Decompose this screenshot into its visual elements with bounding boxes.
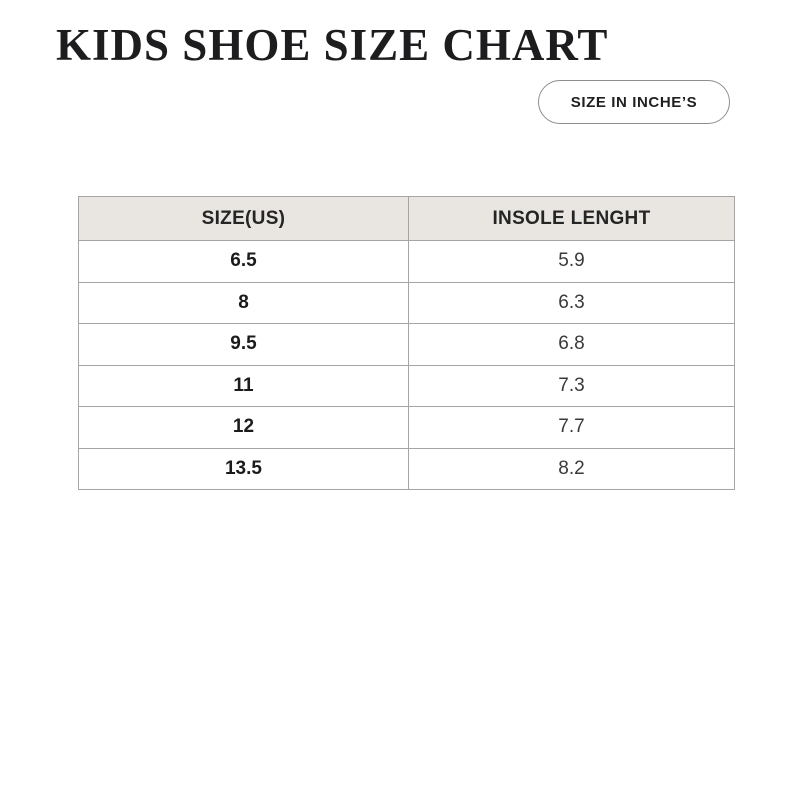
page-title: KIDS SHOE SIZE CHART xyxy=(56,20,609,70)
size-value: 8 xyxy=(79,282,409,324)
table-row xyxy=(79,324,735,366)
size-value: 9.5 xyxy=(79,324,409,366)
table-row xyxy=(79,365,735,407)
table-row xyxy=(79,448,735,490)
insole-value: 7.3 xyxy=(408,365,734,407)
column-header-size-us: SIZE(US) xyxy=(79,197,409,241)
table-row xyxy=(79,282,735,324)
table-header-row xyxy=(79,197,735,241)
insole-value: 6.3 xyxy=(408,282,734,324)
insole-value: 5.9 xyxy=(408,241,734,283)
size-value: 6.5 xyxy=(79,241,409,283)
size-value: 12 xyxy=(79,407,409,449)
insole-value: 6.8 xyxy=(408,324,734,366)
column-header-insole-length: INSOLE LENGHT xyxy=(408,197,734,241)
insole-value: 7.7 xyxy=(408,407,734,449)
table-row xyxy=(79,241,735,283)
size-table xyxy=(78,196,735,490)
size-value: 13.5 xyxy=(79,448,409,490)
insole-value: 8.2 xyxy=(408,448,734,490)
table-row xyxy=(79,407,735,449)
size-value: 11 xyxy=(79,365,409,407)
unit-badge[interactable] xyxy=(538,80,730,124)
unit-badge-label: SIZE IN INCHE’S xyxy=(570,93,698,111)
